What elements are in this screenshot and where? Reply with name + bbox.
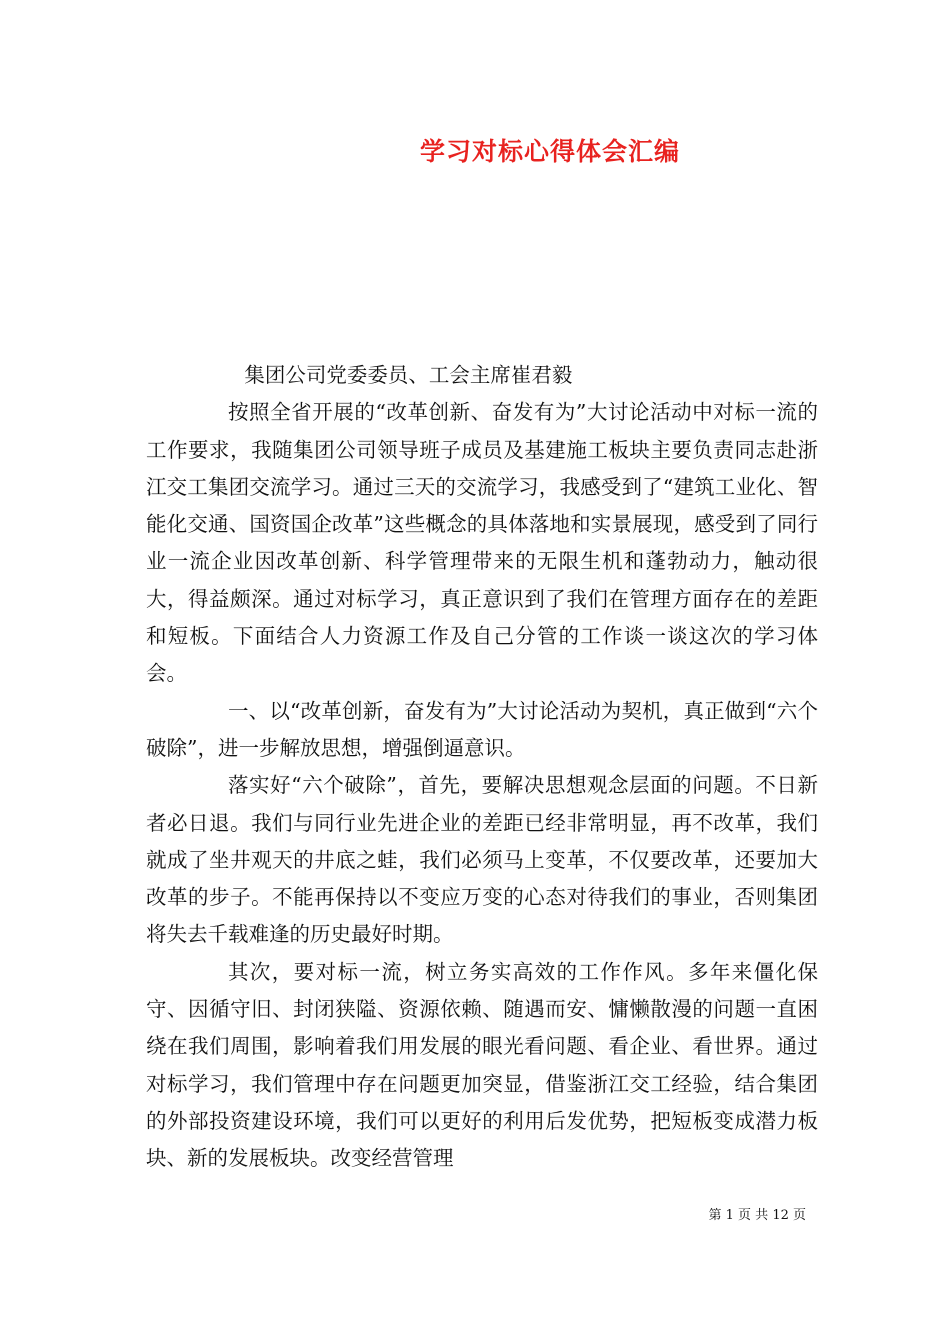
page-number-footer: 第 1 页 共 12 页 (708, 1208, 806, 1223)
document-body (146, 357, 818, 1178)
paragraph: 一、以“改革创新，奋发有为”大讨论活动为契机，真正做到“六个破除”，进一步解放思想，增强倒逼意识。 (146, 698, 818, 760)
author-line: 集团公司党委委员、工会主席崔君毅 (244, 363, 573, 387)
document-title: 学习对标心得体会汇编 (419, 137, 680, 166)
paragraph: 落实好“六个破除”，首先，要解决思想观念层面的问题。不日新者必日退。我们与同行业先进企业的差距已经非常明显，再不改革，我们就成了坐井观天的井底之蛙，我们必须马上变革，不仅要改革，还要加大改革的步子。不能再保持以不变应万变的心态对待我们的事业，否则集团将失去千载难逢的历史最好时期。 (146, 773, 818, 947)
paragraph: 其次，要对标一流，树立务实高效的工作作风。多年来僵化保守、因循守旧、封闭狭隘、资源依赖、随遇而安、慵懒散漫的问题一直困绕在我们周围，影响着我们用发展的眼光看问题、看企业、看世界。通过对标学习，我们管理中存在问题更加突显，借鉴浙江交工经验，结合集团的外部投资建设环境，我们可以更好的利用后发优势，把短板变成潜力板块、新的发展板块。改变经营管理 (146, 959, 818, 1171)
paragraph: 按照全省开展的“改革创新、奋发有为”大讨论活动中对标一流的工作要求，我随集团公司领导班子成员及基建施工板块主要负责同志赴浙江交工集团交流学习。通过三天的交流学习，我感受到了“建筑工业化、智能化交通、国资国企改革”这些概念的具体落地和实景展现，感受到了同行业一流企业因改革创新、科学管理带来的无限生机和蓬勃动力，触动很大，得益颇深。通过对标学习，真正意识到了我们在管理方面存在的差距和短板。下面结合人力资源工作及自己分管的工作谈一谈这次的学习体会。 (146, 400, 818, 686)
